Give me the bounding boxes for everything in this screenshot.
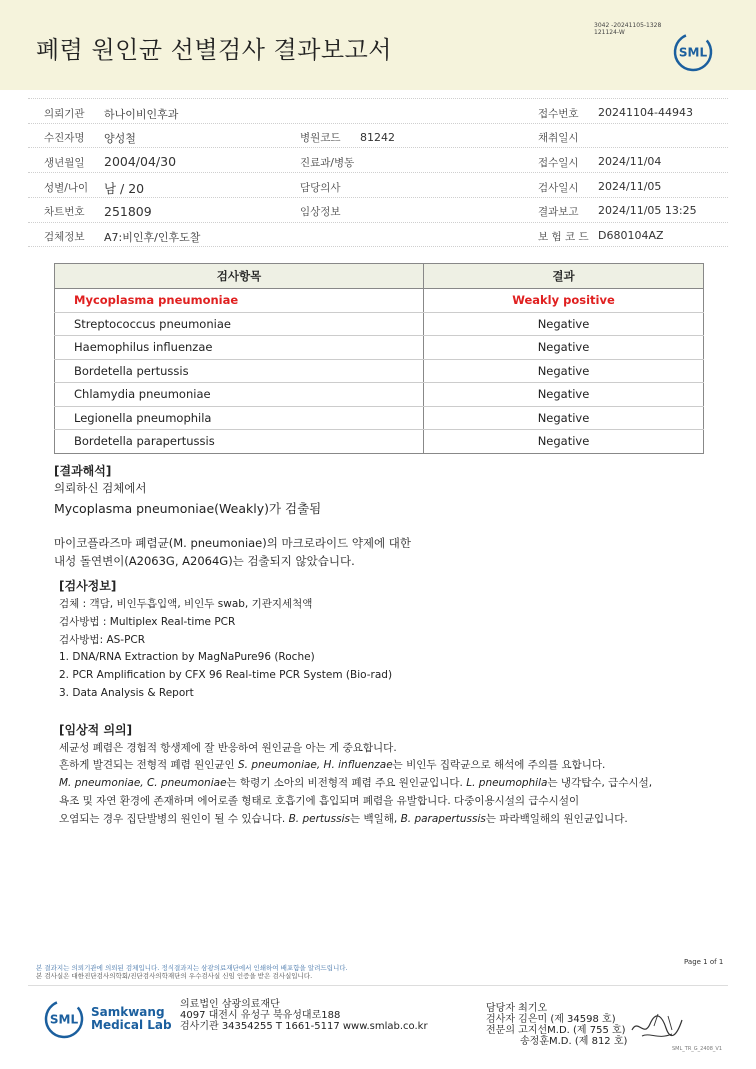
document-id-line2: 121124-W [594, 29, 625, 36]
results-header-row [55, 264, 704, 289]
table-row [55, 289, 704, 313]
clinical-line5: 오염되는 경우 집단발병의 원인이 될 수 있습니다. B. pertussis는 백일해, B. parapertussis는 파라백일해의 원인균입니다. [59, 813, 628, 825]
form-code: SML_TR_G_2408_V1 [672, 1046, 723, 1052]
divider [28, 98, 728, 99]
table-row [55, 383, 704, 407]
interpretation-heading: [결과해석] [54, 464, 112, 478]
org-name: 의료법인 삼광의료재단 [180, 999, 280, 1010]
specimen-value: A7:비인후/인후도찰 [104, 231, 201, 244]
institution-value: 하나이비인후과 [104, 108, 179, 121]
divider [28, 197, 728, 198]
staff-specialist2: 송정훈M.D. (제 812 호) [520, 1036, 628, 1047]
brand-name [91, 1006, 172, 1032]
staff-specialist1: 전문의 고지선M.D. (제 755 호) [486, 1025, 626, 1036]
interpretation-line2: Mycoplasma pneumoniae(Weakly)가 검출됨 [54, 501, 322, 516]
footer-divider [28, 985, 728, 986]
specimen-label: 검체정보 [44, 231, 85, 243]
divider [28, 246, 728, 247]
divider [28, 222, 728, 223]
interpretation-line1: 의뢰하신 검체에서 [54, 481, 147, 495]
name-value: 양성철 [104, 132, 136, 145]
test-result: Negative [424, 406, 704, 430]
sex-age-value: 남 / 20 [104, 181, 145, 196]
clinical-line2: 흔하게 발견되는 전형적 폐렴 원인균인 S. pneumoniae, H. influenzae는 비인두 집락균으로 해석에 주의를 요합니다. [59, 759, 606, 771]
reported-label: 결과보고 [538, 206, 579, 218]
org-contact: 검사기관 34354255 T 1661-5117 www.smlab.co.kr [180, 1021, 428, 1032]
test-info-line: 검사방법: AS-PCR [59, 634, 146, 646]
hospital-code-value: 81242 [360, 131, 395, 144]
logo-text: SML [678, 45, 708, 60]
test-result: Negative [424, 430, 704, 454]
insurance-value: D680104AZ [598, 229, 664, 242]
table-row [55, 359, 704, 383]
clinical-line4: 욕조 및 자연 환경에 존재하며 에어로졸 형태로 호흡기에 흡입되며 폐렴을 유발합니다. 다중이용시설의 급수시설이 [59, 795, 580, 807]
test-info-line: 2. PCR Amplification by CFX 96 Real-time PCR System (Bio-rad) [59, 669, 393, 681]
dob-value: 2004/04/30 [104, 154, 177, 169]
test-item: Bordetella pertussis [55, 359, 424, 383]
received-label: 접수일시 [538, 157, 579, 169]
document-id [594, 22, 661, 36]
dept-label: 진료과/병동 [300, 157, 355, 169]
clinical-line3: M. pneumoniae, C. pneumoniae는 학령기 소아의 비전형적 폐렴 주요 원인균입니다. L. pneumophila는 냉각탑수, 급수시설, [59, 777, 653, 789]
test-item: Mycoplasma pneumoniae [55, 289, 424, 313]
test-result: Negative [424, 336, 704, 360]
test-item: Haemophilus influenzae [55, 336, 424, 360]
footer-certification: 본 검사실은 대한진단검사의학회/진단검사의학재단의 우수검사실 신임 인증을 받은 검사실입니다. [36, 972, 313, 980]
accession-label: 접수번호 [538, 108, 579, 120]
table-row [55, 406, 704, 430]
divider [28, 172, 728, 173]
org-address: 4097 대전시 유성구 북유성대로188 [180, 1010, 341, 1021]
chart-label: 차트번호 [44, 206, 85, 218]
reported-value: 2024/11/05 13:25 [598, 204, 697, 217]
table-row [55, 336, 704, 360]
test-info-line: 1. DNA/RNA Extraction by MagNaPure96 (Roche) [59, 651, 315, 663]
test-item: Bordetella parapertussis [55, 430, 424, 454]
signature-icon [628, 1008, 686, 1044]
institution-label: 의뢰기관 [44, 108, 85, 120]
sml-logo-icon [673, 32, 713, 72]
staff-manager: 담당자 최기오 [486, 1003, 548, 1014]
test-info-line: 검사방법 : Multiplex Real-time PCR [59, 616, 236, 628]
test-result: Negative [424, 359, 704, 383]
tested-label: 검사일시 [538, 182, 579, 194]
name-label: 수진자명 [44, 132, 85, 144]
divider [28, 147, 728, 148]
col-result: 결과 [424, 264, 704, 289]
brand-line2: Medical Lab [91, 1018, 172, 1032]
accession-value: 20241104-44943 [598, 106, 693, 119]
table-row [55, 430, 704, 454]
document-id-line1: 3042 -20241105-1328 [594, 22, 662, 29]
test-info-line: 검체 : 객담, 비인두흡입액, 비인두 swab, 기관지세척액 [59, 598, 313, 610]
collection-label: 채취일시 [538, 132, 579, 144]
page-number: Page 1 of 1 [684, 958, 724, 966]
chart-value: 251809 [104, 204, 152, 219]
sex-age-label: 성별/나이 [44, 182, 89, 194]
sml-logo-icon [44, 999, 84, 1039]
test-result: Weakly positive [424, 289, 704, 313]
hospital-code-label: 병원코드 [300, 132, 341, 144]
footer-note: 본 결과지는 의뢰기관에 의뢰된 검체입니다. 정식결과지는 삼광의료재단에서 인쇄하여 배포함을 알려드립니다. [36, 964, 348, 972]
table-row [55, 312, 704, 336]
test-info-heading: [검사정보] [59, 579, 117, 593]
test-result: Negative [424, 383, 704, 407]
test-info-line: 3. Data Analysis & Report [59, 687, 194, 699]
received-value: 2024/11/04 [598, 155, 662, 168]
interpretation-line3: 마이코플라즈마 폐렴균(M. pneumoniae)의 마크로라이드 약제에 대한 [54, 536, 412, 550]
clinical-line1: 세균성 폐렴은 경험적 항생제에 잘 반응하여 원인균을 아는 게 중요합니다. [59, 742, 397, 754]
col-test-item: 검사항목 [55, 264, 424, 289]
dob-label: 생년월일 [44, 157, 85, 169]
clinical-heading: [임상적 의의] [59, 723, 133, 737]
test-item: Streptococcus pneumoniae [55, 312, 424, 336]
logo-text: SML [49, 1012, 79, 1027]
doctor-label: 담당의사 [300, 182, 341, 194]
test-result: Negative [424, 312, 704, 336]
test-item: Legionella pneumophila [55, 406, 424, 430]
test-item: Chlamydia pneumoniae [55, 383, 424, 407]
divider [28, 123, 728, 124]
insurance-label: 보 험 코 드 [538, 231, 589, 243]
clinical-label: 임상정보 [300, 206, 341, 218]
results-table [54, 263, 704, 454]
interpretation-line4: 내성 돌연변이(A2063G, A2064G)는 검출되지 않았습니다. [54, 554, 355, 568]
staff-tester: 검사자 김은미 (제 34598 호) [486, 1014, 616, 1025]
tested-value: 2024/11/05 [598, 180, 662, 193]
report-title: 폐렴 원인균 선별검사 결과보고서 [36, 36, 392, 64]
brand-line1: Samkwang [91, 1005, 165, 1019]
